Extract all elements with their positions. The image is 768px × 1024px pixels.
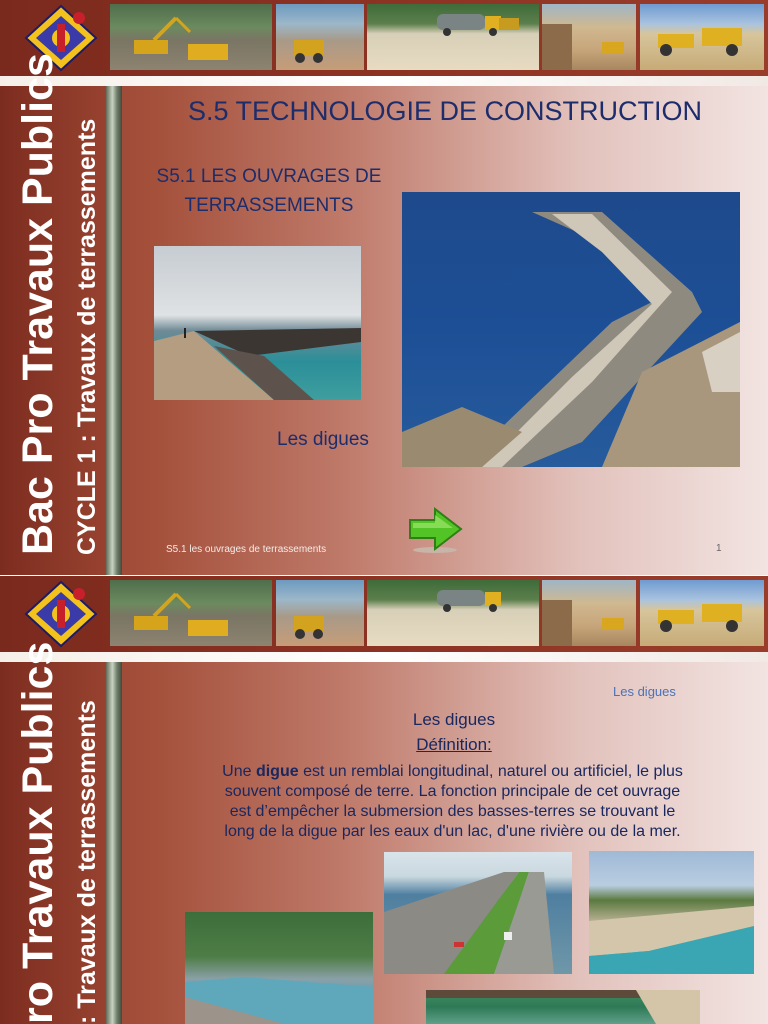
slide2-heading: Les digues (412, 710, 496, 729)
school-logo-icon (24, 580, 98, 648)
header-photo-scraper (640, 580, 764, 646)
header-photo-loader (276, 4, 364, 70)
page-number: 1 (716, 543, 722, 554)
header-photo-scraper (640, 4, 764, 70)
def-keyword: digue (255, 763, 299, 780)
photo-highway-dike (384, 852, 572, 974)
photo-breakwater-walkway (154, 246, 361, 400)
header-right-label: Les digues (613, 684, 676, 699)
photo-jetty-aerial (402, 192, 740, 467)
subtitle-line-1: S5.1 LES OUVRAGES DE (156, 166, 382, 187)
slide-2 (0, 576, 768, 1024)
sidebar-stripe (106, 86, 122, 575)
header-photo-quarry (542, 580, 636, 646)
slide-title: S.5 TECHNOLOGIE DE CONSTRUCTION (187, 96, 703, 126)
definition-text (160, 762, 745, 842)
vertical-subtitle: CYCLE 1 : Travaux de terrassements (73, 118, 101, 555)
photo-dam-valley (185, 912, 373, 1024)
header-bar (0, 0, 768, 76)
photo-reservoir-embankment (589, 851, 754, 974)
header-photo-excavators (110, 580, 272, 646)
caption-les-digues: Les digues (277, 429, 369, 450)
header-photo-loader (276, 580, 364, 646)
vertical-title: Bac Pro Travaux Publics (14, 53, 62, 555)
header-bar-2 (0, 576, 768, 652)
vertical-subtitle: : Travaux de terrassements (73, 700, 101, 1024)
vertical-title: ro Travaux Publics (14, 641, 62, 1024)
header-divider (0, 76, 768, 86)
header-photo-water-truck (367, 4, 539, 70)
def-line-1: est un remblai longitudinal, naturel ou artificiel, le plus (298, 763, 683, 780)
photo-coastal-dike (426, 990, 700, 1024)
header-photo-water-truck (367, 580, 539, 646)
sidebar-stripe (106, 662, 122, 1024)
def-line-3: est d’empêcher la submersion des basses-terres se trouvant le (229, 803, 676, 820)
def-line-2: souvent composé de terre. La fonction principale de cet ouvrage (224, 783, 681, 800)
header-divider (0, 652, 768, 662)
definition-label: Définition: (416, 735, 492, 754)
subtitle (140, 162, 398, 220)
header-photo-quarry (542, 4, 636, 70)
footer-text: S5.1 les ouvrages de terrassements (166, 544, 327, 555)
def-prefix: Une (222, 763, 256, 780)
def-line-4: long de la digue par les eaux d'un lac, d'une rivière ou de la mer. (224, 823, 681, 840)
next-arrow-icon[interactable] (407, 506, 465, 554)
header-photo-excavators (110, 4, 272, 70)
subtitle-line-2: TERRASSEMENTS (184, 195, 354, 216)
